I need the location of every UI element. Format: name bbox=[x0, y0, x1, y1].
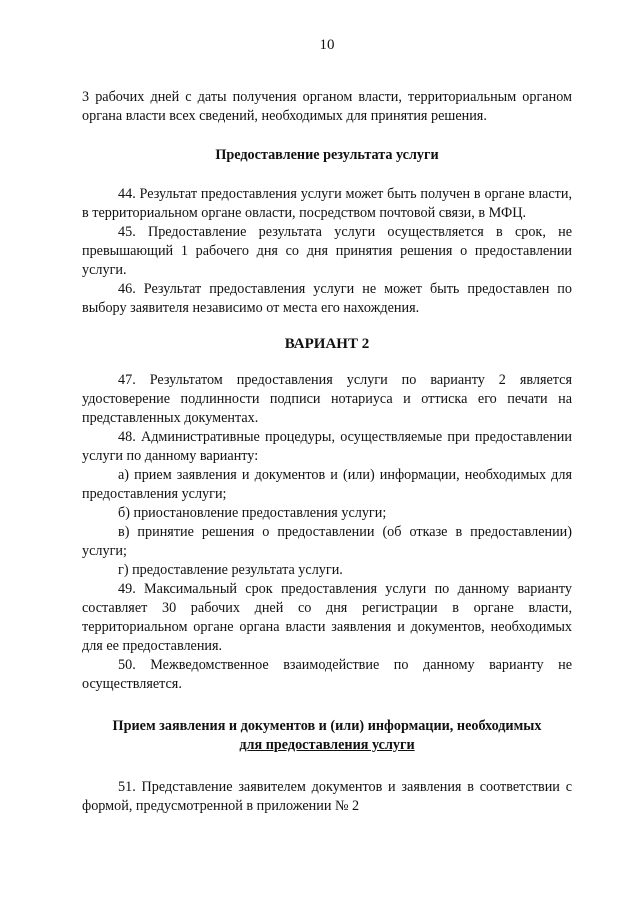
heading-result-provision: Предоставление результата услуги bbox=[215, 147, 439, 163]
heading-reception-line-1: Прием заявления и документов и (или) информации, необходимых bbox=[112, 718, 542, 734]
paragraph-48-v: в) принятие решения о предоставлении (об отказе в предоставлении) услуги; bbox=[82, 524, 572, 559]
paragraph-48: 48. Административные процедуры, осуществляемые при предоставлении услуги по данному варианту: bbox=[82, 429, 572, 464]
page-number: 10 bbox=[319, 37, 335, 53]
paragraph-45: 45. Предоставление результата услуги осуществляется в срок, не превышающий 1 рабочего дня со дня принятия решения о предоставлении услуги. bbox=[82, 224, 572, 278]
heading-application-reception bbox=[82, 717, 572, 755]
paragraph-49: 49. Максимальный срок предоставления услуги по данному варианту составляет 30 рабочих дней со дня регистрации в органе власти, территориальном органе органа власти заявления и документов, необходимых для ее предоставления. bbox=[82, 581, 572, 654]
paragraph-48-b: б) приостановление предоставления услуги; bbox=[118, 505, 387, 521]
paragraph-51: 51. Представление заявителем документов и заявления в соответствии с формой, предусмотренной в приложении № 2 bbox=[82, 779, 572, 814]
heading-variant-2: ВАРИАНТ 2 bbox=[284, 336, 370, 352]
paragraph-46: 46. Результат предоставления услуги не может быть предоставлен по выбору заявителя независимо от места его нахождения. bbox=[82, 281, 572, 316]
paragraph-47: 47. Результатом предоставления услуги по варианту 2 является удостоверение подлинности подписи нотариуса и оттиска его печати на представленных документах. bbox=[82, 372, 572, 426]
heading-reception-line-2: для предоставления услуги bbox=[239, 737, 415, 753]
paragraph-48-g: г) предоставление результата услуги. bbox=[118, 562, 343, 578]
paragraph-44: 44. Результат предоставления услуги может быть получен в органе власти, в территориальном органе овласти, посредством почтовой связи, в МФЦ. bbox=[82, 186, 572, 221]
paragraph-48-a: а) прием заявления и документов и (или) информации, необходимых для предоставления услуги; bbox=[82, 467, 572, 502]
intro-paragraph: 3 рабочих дней с даты получения органом власти, территориальным органом органа власти всех сведений, необходимых для принятия решения. bbox=[82, 89, 572, 124]
paragraph-50: 50. Межведомственное взаимодействие по данному варианту не осуществляется. bbox=[82, 657, 572, 692]
